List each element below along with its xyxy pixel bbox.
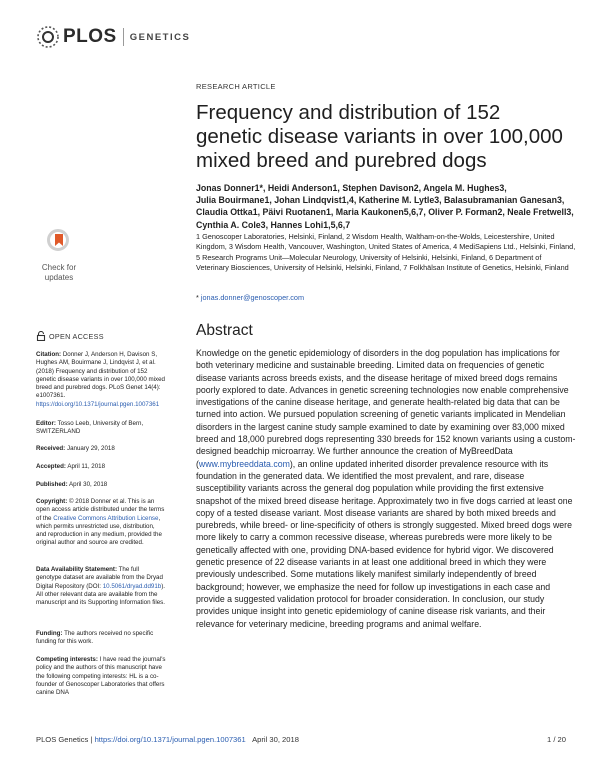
footer-citation: PLOS Genetics | https://doi.org/10.1371/journal.pgen.1007361 April 30, 2018 <box>36 735 299 744</box>
page-footer <box>36 735 566 744</box>
competing-interests-block: Competing interests: I have read the journal's policy and the authors of this manuscript have the following competing interests: HL is a co-founder of Genoscoper Laboratories that offers canine DNA <box>36 656 166 697</box>
check-for-updates-badge[interactable] <box>33 229 85 291</box>
page-number: 1 / 20 <box>547 735 566 744</box>
affiliations: 1 Genoscoper Laboratories, Helsinki, Finland, 2 Wisdom Health, Waltham-on-the-Wolds, Leicestershire, United Kingdom, 3 Wisdom Health, Vancouver, Washington, United States of America, 4 MediSapiens Ltd., Helsinki, Finland, 5 Research Programs Unit—Molecular Neurology, University of Helsinki, Helsinki, Finland, 6 Department of Veterinary Biosciences, University of Helsinki, Helsinki, Finland, 7 Folkhälsan Institute of Genetics, Helsinki, Finland <box>196 232 576 273</box>
bookmark-icon <box>52 233 66 247</box>
open-access-label: OPEN ACCESS <box>36 331 104 341</box>
email-link[interactable]: jonas.donner@genoscoper.com <box>200 293 305 302</box>
received-date: Received: January 29, 2018 <box>36 445 115 452</box>
logo-text: PLOS <box>63 26 117 47</box>
check-for-updates-text: Check for updates <box>41 263 77 282</box>
author-line: Jonas Donner1*, Heidi Anderson1, Stephen Davison2, Angela M. Hughes3, <box>196 183 507 193</box>
article-title: Frequency and distribution of 152 genetic disease variants in over 100,000 mixed breed and purebred dogs <box>196 101 563 172</box>
data-availability-block: Data Availability Statement: The full genotype dataset are available from the Dryad Digital Repository (DOI: 10.5061/dryad.dd91b). All other relevant data are available from the manuscript and its Supporting Information files. <box>36 566 166 607</box>
author-line: Julia Bouirmane1, Johan Lindqvist1,4, Katherine M. Lytle3, Balasubramanian Ganesan3, <box>196 195 565 206</box>
article-type: RESEARCH ARTICLE <box>196 82 276 91</box>
author-list <box>196 182 576 231</box>
funding-block: Funding: The authors received no specific funding for this work. <box>36 630 154 646</box>
abstract-text: Knowledge on the genetic epidemiology of disorders in the dog population has implications for both veterinary medicine and sustainable breeding. Limited data on frequencies of genetic disease variants across breeds exists, and the disease heritage of mixed breed dogs remains poorly explored to date. Advances in genetic screening technologies now enable comprehensive investigations of the canine disease heritage, and generate health-related big data that can be turned into action. We pursued population screening of genetic variants implicated in Mendelian disorders in the largest canine study sample examined to date by examining over 83,000 mixed breed and 18,000 purebred dogs representing 330 breeds for 152 known variants using a custom-designed beadchip microarray. We further announce the creation of MyBreedData (www.mybreeddata.com), an online updated inherited disorder prevalence resource with its foundation in the generated data. We identified the most prevalent, and rare, disease susceptibility variants across the general dog population while providing the first extensive snapshot of the mixed breed disease heritage. Approximately two in five dogs carried at least one copy of a tested disease variant. Most disease variants are shared by both mixed breeds and purebreds, while breed- or line-specificity of others is strongly suggested. Mixed breed dogs were more likely to carry a common recessive disease, whereas purebreds were more likely to be genetically affected with one, providing DNA-based evidence for hybrid vigor. We discovered genetic presence of 22 disease variants in at least one additional breed in which they were previously undescribed. Some mutations likely manifest similarly independently of breed background; however, we emphasize the need for follow up investigations in each case and provide a suggested validation protocol for broader consideration. In conclusion, our study provides unique insight into genetic epidemiology of canine disease risk variants, and their relevance for veterinary medicine, breeding programs and animal welfare. <box>196 348 576 629</box>
corresponding-email: * jonas.donner@genoscoper.com <box>196 293 305 302</box>
mybreeddata-link[interactable]: www.mybreeddata.com <box>198 458 290 469</box>
open-lock-icon <box>36 331 46 341</box>
abstract-heading: Abstract <box>196 322 253 339</box>
published-date: Published: April 30, 2018 <box>36 481 108 488</box>
citation-block: Citation: Donner J, Anderson H, Davison S, Hughes AM, Bouirmane J, Lindqvist J, et al. (2018) Frequency and distribution of 152 genetic disease variants in over 100,000 mixed breed and purebred dogs. PLoS Genet 14(4): e1007361. https://doi.org/10.1371/journal.pgen.1007361 <box>36 351 165 408</box>
footer-doi-link[interactable]: https://doi.org/10.1371/journal.pgen.1007361 <box>94 735 246 744</box>
copyright-block: Copyright: © 2018 Donner et al. This is an open access article distributed under the terms of the Creative Commons Attribution License, which permits unrestricted use, distribution, and reproduction in any medium, provided the original author and source are credited. <box>36 498 165 547</box>
journal-name: GENETICS <box>129 31 191 43</box>
author-line: Claudia Ottka1, Päivi Ruotanen1, Maria Kaukonen5,6,7, Oliver P. Forman2, Neale Fretwell3, <box>196 207 574 218</box>
citation-doi-link[interactable]: https://doi.org/10.1371/journal.pgen.1007361 <box>36 400 160 408</box>
accepted-date: Accepted: April 11, 2018 <box>36 463 106 470</box>
plos-logo-icon <box>36 25 60 49</box>
journal-logo <box>36 24 190 50</box>
license-link[interactable]: Creative Commons Attribution License <box>53 514 159 522</box>
author-line: Cynthia A. Cole3, Hannes Lohi1,5,6,7 <box>196 219 351 230</box>
editor-block: Editor: Tosso Leeb, University of Bern, SWITZERLAND <box>36 420 144 436</box>
logo-separator <box>123 28 124 46</box>
dryad-doi-link[interactable]: 10.5061/dryad.dd91b <box>102 582 162 590</box>
